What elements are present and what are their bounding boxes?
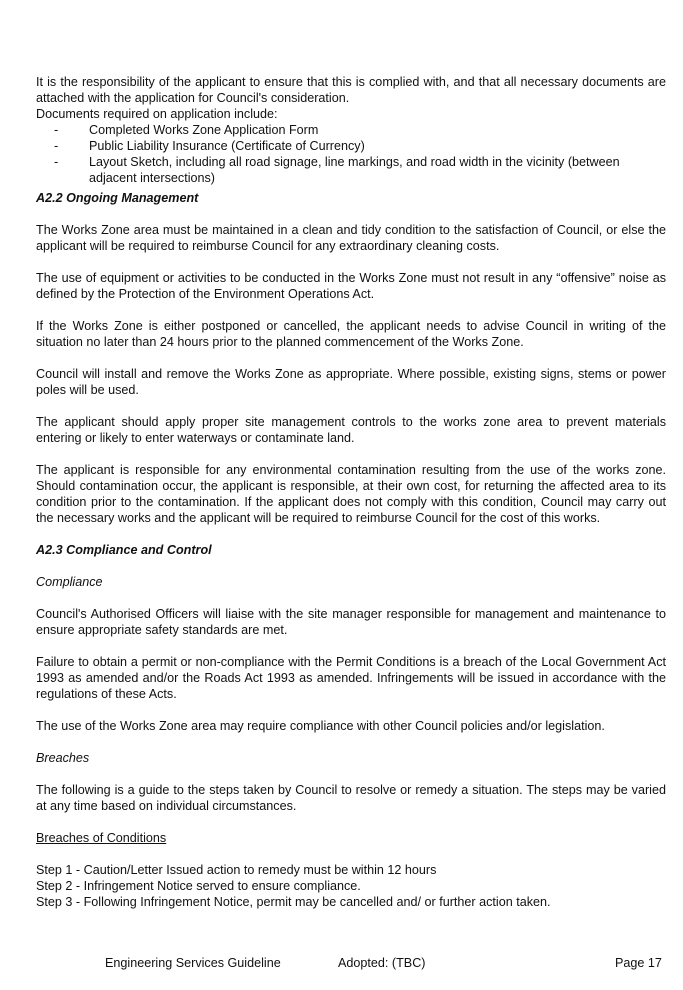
documents-required-label: Documents required on application include: <box>36 107 278 121</box>
section-heading-ongoing-management: A2.2 Ongoing Management <box>36 191 199 205</box>
document-body <box>36 74 666 910</box>
documents-list <box>36 122 666 186</box>
paragraph: Council's Authorised Officers will liaise with the site manager responsible for management and maintenance to ensure appropriate safety standards are met. <box>36 607 666 637</box>
footer-document-title: Engineering Services Guideline <box>105 956 281 970</box>
list-dash: - <box>54 123 59 137</box>
paragraph: Failure to obtain a permit or non-compliance with the Permit Conditions is a breach of the Local Government Act 1993 as amended and/or the Roads Act 1993 as amended. Infringements will be issued in accordance with the regulations of these Acts. <box>36 655 666 701</box>
list-item-text: Public Liability Insurance (Certificate of Currency) <box>89 139 365 153</box>
paragraph: If the Works Zone is either postponed or cancelled, the applicant needs to advise Council in writing of the situation no later than 24 hours prior to the planned commencement of the Works Zone. <box>36 319 666 349</box>
steps-list <box>36 862 666 910</box>
list-dash: - <box>54 155 59 169</box>
list-item <box>36 122 666 138</box>
paragraph: The Works Zone area must be maintained in a clean and tidy condition to the satisfaction of Council, or else the applicant will be required to reimburse Council for any extraordinary cleaning costs. <box>36 223 666 253</box>
step-item: Step 2 - Infringement Notice served to ensure compliance. <box>36 879 361 893</box>
section-heading-compliance-and-control: A2.3 Compliance and Control <box>36 543 212 557</box>
paragraph: The following is a guide to the steps taken by Council to resolve or remedy a situation. The steps may be varied at any time based on individual circumstances. <box>36 783 666 813</box>
list-item-text: Layout Sketch, including all road signage, line markings, and road width in the vicinity (between adjacent intersections) <box>89 155 620 185</box>
paragraph: The applicant should apply proper site management controls to the works zone area to prevent materials entering or likely to enter waterways or contaminate land. <box>36 415 666 445</box>
list-item <box>36 138 666 154</box>
footer-adopted: Adopted: (TBC) <box>338 956 426 970</box>
paragraph: The use of equipment or activities to be conducted in the Works Zone must not result in any “offensive” noise as defined by the Protection of the Environment Operations Act. <box>36 271 666 301</box>
step-item: Step 1 - Caution/Letter Issued action to remedy must be within 12 hours <box>36 863 437 877</box>
subheading-breaches: Breaches <box>36 751 90 765</box>
list-dash: - <box>54 139 59 153</box>
subheading-breaches-of-conditions: Breaches of Conditions <box>36 831 167 845</box>
paragraph: The applicant is responsible for any environmental contamination resulting from the use of the works zone. Should contamination occur, the applicant is responsible, at their own cost, for returning the affected area to its condition prior to the contamination. If the applicant does not comply with this condition, Council may carry out the necessary works and the applicant will be required to reimburse Council for the cost of this works. <box>36 463 666 525</box>
list-item <box>36 154 666 186</box>
intro-paragraph: It is the responsibility of the applicant to ensure that this is complied with, and that all necessary documents are attached with the application for Council's consideration. <box>36 75 666 105</box>
footer-page-number: Page 17 <box>615 956 662 970</box>
list-item-text: Completed Works Zone Application Form <box>89 123 319 137</box>
step-item: Step 3 - Following Infringement Notice, permit may be cancelled and/ or further action taken. <box>36 895 551 909</box>
subheading-compliance: Compliance <box>36 575 103 589</box>
paragraph: Council will install and remove the Works Zone as appropriate. Where possible, existing signs, stems or power poles will be used. <box>36 367 666 397</box>
paragraph: The use of the Works Zone area may require compliance with other Council policies and/or legislation. <box>36 719 605 733</box>
